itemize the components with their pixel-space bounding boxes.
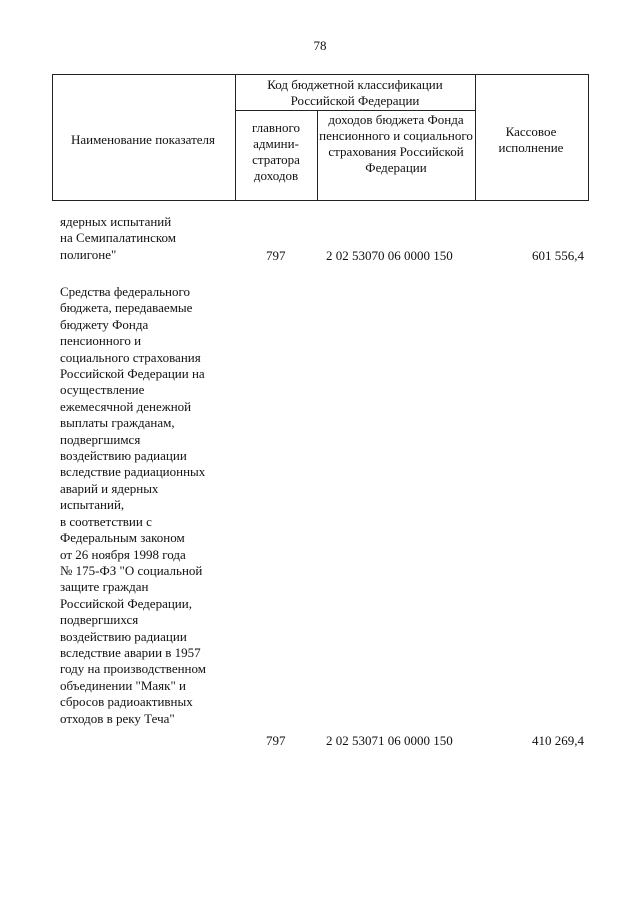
row-name: ядерных испытаний на Семипалатинском полигоне" — [60, 214, 177, 262]
row-budget-code: 2 02 53071 06 0000 150 — [326, 733, 453, 748]
row-budget-code: 2 02 53070 06 0000 150 — [326, 248, 453, 263]
header-top-border — [52, 74, 588, 75]
row-amount: 601 556,4 — [532, 248, 584, 263]
row-admin-code: 797 — [266, 733, 286, 748]
row-amount: 410 269,4 — [532, 733, 584, 748]
header-right-border — [588, 74, 589, 201]
header-budget-code: Код бюджетной классификации Российской Федерации — [267, 77, 443, 108]
header-code-divider — [235, 110, 475, 111]
row-name: Средства федерального бюджета, передаваемые бюджету Фонда пенсионного и социального страхования Российской Федерации на осуществление ежемесячной денежной выплаты гражданам, подвергшимся воздействию радиации вследствие радиационных аварий и ядерных испытаний, в соответствии с Федеральным законом от 26 ноября 1998 года № 175-ФЗ "О социальной защите граждан Российской Федерации, подвергшихся воздействию радиации вследствие аварии в 1957 году на производственном объединении "Маяк" и сбросов радиоактивных отходов в реку Теча" — [60, 284, 206, 726]
header-admin: главного админи-стратора доходов — [251, 120, 301, 183]
header-execution: Кассовое исполнение — [498, 124, 564, 155]
header-bottom-border — [52, 200, 588, 201]
row-admin-code: 797 — [266, 248, 286, 263]
page-number: 78 — [313, 38, 327, 53]
header-fund-revenue: доходов бюджета Фонда пенсионного и социального страхования Российской Федерации — [319, 112, 473, 175]
header-name: Наименование показателя — [70, 132, 216, 147]
